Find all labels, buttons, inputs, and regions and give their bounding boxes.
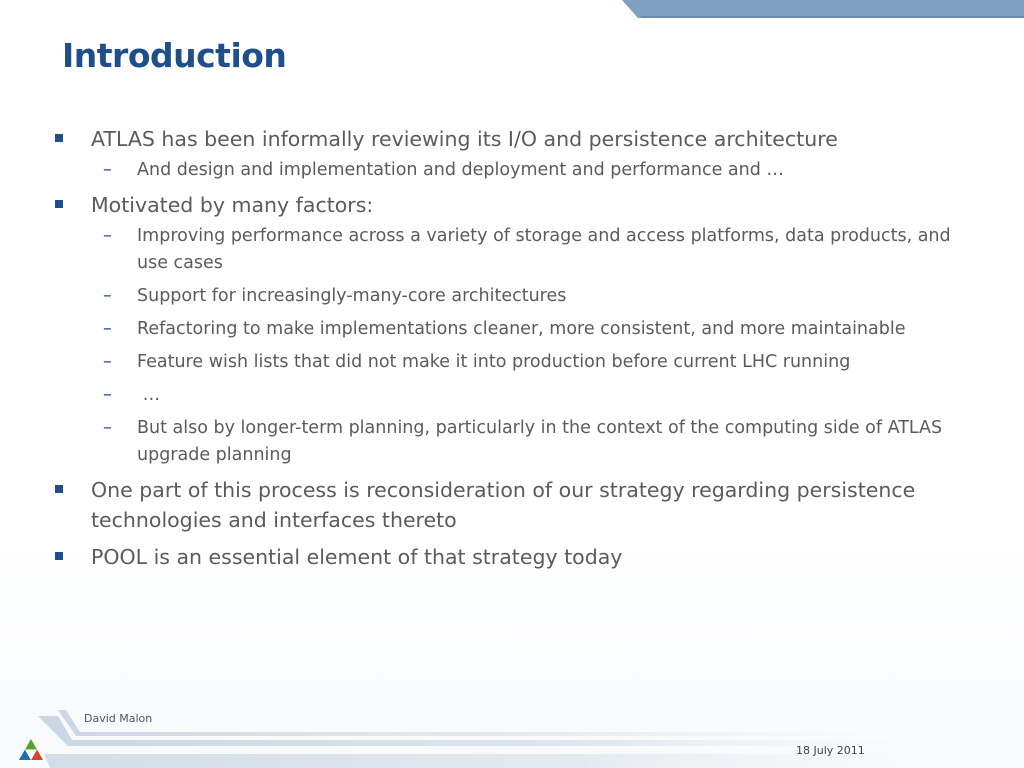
bullet-text: POOL is an essential element of that strategy today: [91, 545, 623, 569]
bullet-list: [0, 124, 1024, 579]
footer-author: David Malon: [84, 712, 153, 725]
bullet-text: One part of this process is reconsideration of our strategy regarding persistence technologies and interfaces thereto: [91, 478, 916, 532]
bullet-item: [91, 124, 961, 154]
dash-bullet-icon: –: [103, 385, 112, 405]
slide-title: Introduction: [62, 36, 287, 75]
sub-bullet-text: Refactoring to make implementations cleaner, more consistent, and more maintainable: [137, 319, 906, 339]
bullet-item: [91, 542, 961, 572]
dash-bullet-icon: –: [103, 418, 112, 438]
bullet-text: ATLAS has been informally reviewing its I/O and persistence architecture: [91, 127, 838, 151]
bullet-text: Motivated by many factors:: [91, 193, 374, 217]
sub-bullet-text: Improving performance across a variety of storage and access platforms, data products, and use cases: [137, 226, 951, 273]
dash-bullet-icon: –: [103, 286, 112, 306]
sub-bullet-text: But also by longer-term planning, particularly in the context of the computing side of ATLAS upgrade planning: [137, 418, 943, 465]
footer-date: 18 July 2011: [796, 744, 865, 757]
bullet-item: [91, 475, 961, 535]
dash-bullet-icon: –: [103, 226, 112, 246]
dash-bullet-icon: –: [103, 352, 112, 372]
sub-bullet-item: [103, 157, 967, 184]
sub-bullet-text: Feature wish lists that did not make it into production before current LHC running: [137, 352, 851, 372]
sub-bullet-text: Support for increasingly-many-core architectures: [137, 286, 567, 306]
sub-bullet-item: [103, 349, 967, 376]
top-accent-band: [0, 0, 1024, 18]
dash-bullet-icon: –: [103, 319, 112, 339]
bullet-item: [91, 190, 961, 220]
sub-bullet-text: And design and implementation and deployment and performance and …: [137, 160, 784, 180]
footer-swoosh: [0, 706, 1024, 768]
square-bullet-icon: [55, 552, 63, 560]
sub-bullet-item: [103, 223, 967, 277]
dash-bullet-icon: –: [103, 160, 112, 180]
square-bullet-icon: [55, 485, 63, 493]
square-bullet-icon: [55, 200, 63, 208]
sub-bullet-item: [103, 415, 967, 469]
sub-bullet-item: [103, 316, 967, 343]
sub-bullet-text: …: [137, 385, 161, 405]
square-bullet-icon: [55, 134, 63, 142]
sub-bullet-item: [103, 382, 967, 409]
argonne-logo-icon: [18, 738, 44, 762]
sub-bullet-item: [103, 283, 967, 310]
